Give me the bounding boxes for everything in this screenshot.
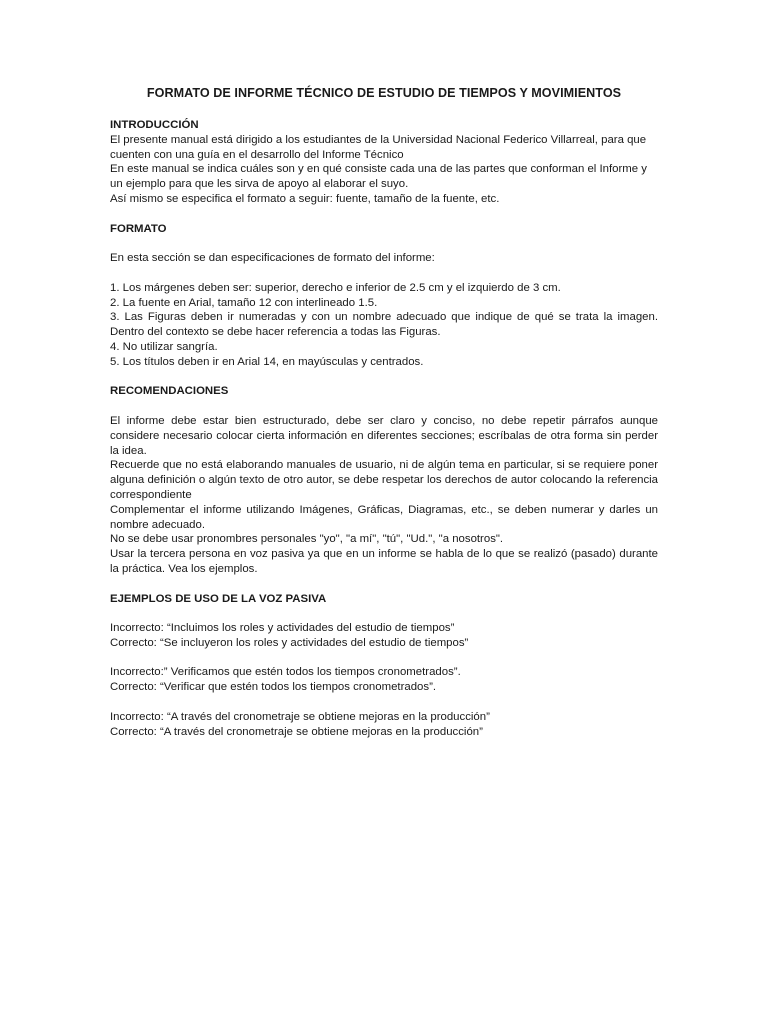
section-recomendaciones [110,384,658,576]
ejemplo-3-correcto: Correcto: “A través del cronometraje se obtiene mejoras en la producción” [110,725,483,738]
heading-introduccion: INTRODUCCIÓN [110,119,199,131]
formato-item-5: 5. Los títulos deben ir en Arial 14, en mayúsculas y centrados. [110,355,424,368]
ejemplo-2-incorrecto: Incorrecto:” Verificamos que estén todos los tiempos cronometrados”. [110,666,461,679]
heading-recomendaciones: RECOMENDACIONES [110,385,229,398]
heading-ejemplos: EJEMPLOS DE USO DE LA VOZ PASIVA [110,592,327,605]
ejemplo-3-incorrecto: Incorrecto: “A través del cronometraje se obtiene mejoras en la producción” [110,710,490,723]
section-introduccion [110,118,658,207]
recomendaciones-paragraph-3: Complementar el informe utilizando Imágenes, Gráficas, Diagramas, etc., se deben numerar y darles un nombre adecuado. [110,503,658,531]
formato-item-3: 3. Las Figuras deben ir numeradas y con un nombre adecuado que indique de qué se trata la imagen. Dentro del contexto se debe hacer referencia a todas las Figuras. [110,311,658,339]
intro-paragraph-1: El presente manual está dirigido a los estudiantes de la Universidad Nacional Federico Villarreal, para que cuenten con una guía en el desarrollo del Informe Técnico [110,133,647,161]
heading-formato: FORMATO [110,222,167,235]
intro-paragraph-3: Así mismo se especifica el formato a seguir: fuente, tamaño de la fuente, etc. [110,192,500,205]
recomendaciones-paragraph-5: Usar la tercera persona en voz pasiva ya que en un informe se habla de lo que se realizó (pasado) durante la práctica. Vea los ejemplos. [110,548,658,575]
recomendaciones-paragraph-2: Recuerde que no está elaborando manuales de usuario, ni de algún tema en particular, si se requiere poner alguna definición o algún texto de otro autor, se debe respetar los derechos de autor colocando la referencia correspondiente [110,459,658,501]
ejemplo-1-correcto: Correcto: “Se incluyeron los roles y actividades del estudio de tiempos” [110,636,469,649]
ejemplo-1-incorrecto: Incorrecto: “Incluimos los roles y actividades del estudio de tiempos” [110,622,455,635]
ejemplo-2-correcto: Correcto: “Verificar que estén todos los tiempos cronometrados”. [110,681,437,694]
recomendaciones-paragraph-4: No se debe usar pronombres personales "yo", "a mí", "tú", "Ud.", "a nosotros". [110,533,504,546]
section-formato [110,222,658,370]
formato-intro: En esta sección se dan especificaciones de formato del informe: [110,252,435,265]
formato-item-1: 1. Los márgenes deben ser: superior, derecho e inferior de 2.5 cm y el izquierdo de 3 cm. [110,281,561,294]
recomendaciones-paragraph-1: El informe debe estar bien estructurado, debe ser claro y conciso, no debe repetir párrafos aunque considere necesario colocar cierta información en diferentes secciones; escríbalas de otra forma sin perder la idea. [110,414,658,457]
document-title: FORMATO DE INFORME TÉCNICO DE ESTUDIO DE TIEMPOS Y MOVIMIENTOS [146,86,622,100]
document-page [110,85,658,739]
intro-paragraph-2: En este manual se indica cuáles son y en qué consiste cada una de las partes que conforman el Informe y un ejemplo para que les sirva de apoyo al elaborar el suyo. [110,163,647,191]
formato-item-2: 2. La fuente en Arial, tamaño 12 con interlineado 1.5. [110,296,378,309]
section-ejemplos [110,592,658,740]
formato-item-4: 4. No utilizar sangría. [110,340,218,353]
